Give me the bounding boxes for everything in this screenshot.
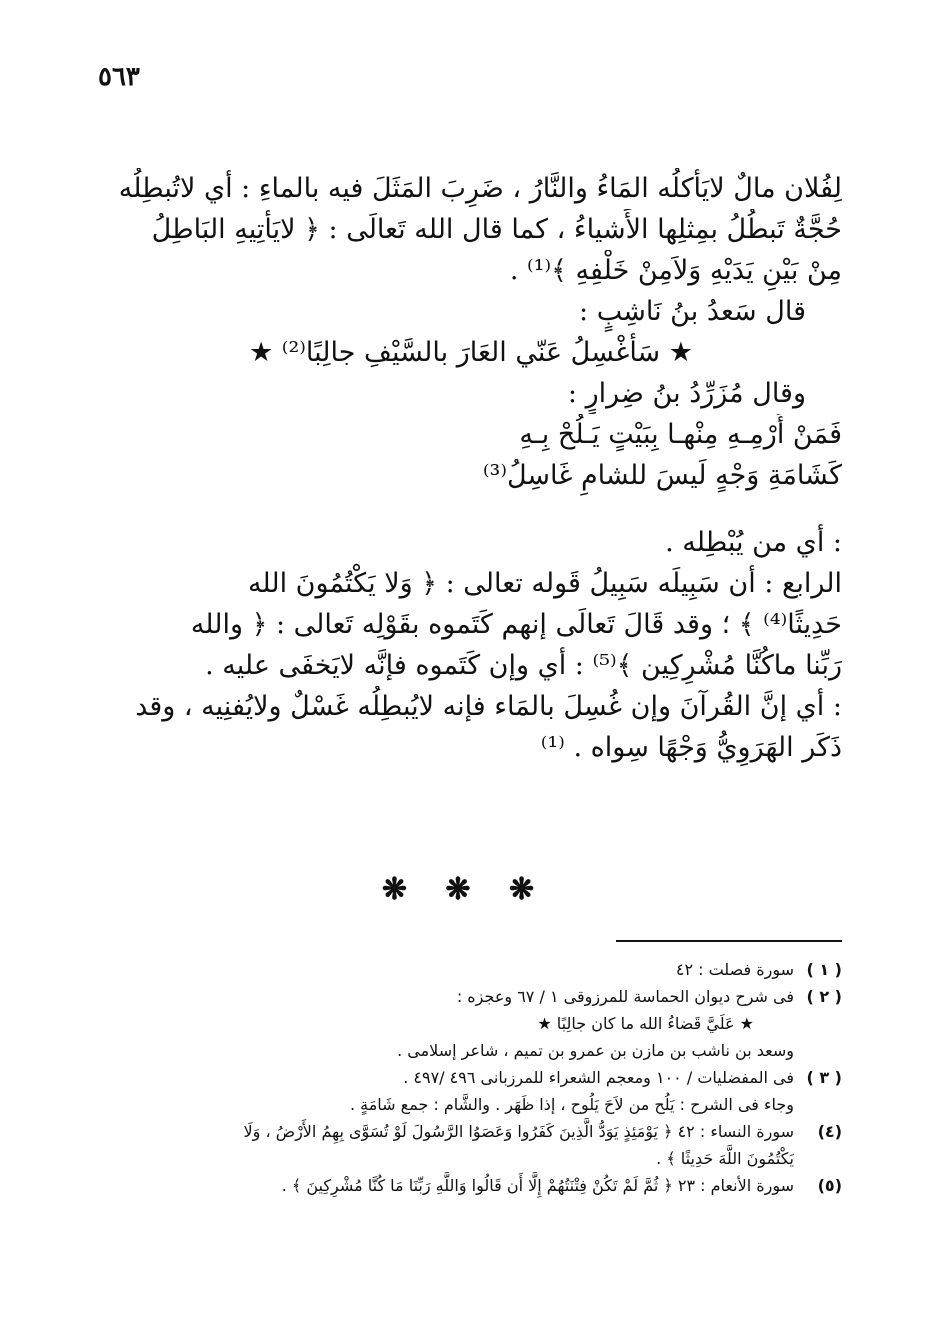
footnote-number: ( ١ ) [806, 960, 842, 979]
page-number: ٥٦٣ [98, 62, 140, 92]
footnote-text: سورة النساء : ٤٢ ﴿ يَوْمَئِذٍ يَوَدُّ الَّذِينَ كَفَرُوا وَعَصَوُا الرَّسُولَ لَوْ تُسَوَّى بِهِمُ الأَرْضُ ، وَلَا [243, 1122, 794, 1141]
footnote-number: (٤) [817, 1122, 842, 1141]
body-line: ذَكَر الهَرَوِيُّ وَجْهًا سِواه . ⁽¹⁾ [540, 732, 842, 763]
footnote-rule [616, 940, 842, 942]
footnote-text: فى المفضليات / ١٠٠ ومعجم الشعراء للمرزبانى ٤٩٦ /٤٩٧ . [403, 1068, 794, 1087]
body-line: : أي من يُبْطِله . [665, 527, 842, 558]
poem-hemistich-second: كَشَامَةِ وَجْهٍ لَيسَ للشامِ غَاسِلُ⁽³⁾ [482, 460, 842, 491]
body-line: الرابع : أن سَبِيلَه سَبِيلُ قَوله تعالى : ﴿ وَلا يَكْتُمُونَ الله [247, 568, 842, 599]
footnote-text: سورة الأنعام : ٢٣ ﴿ ثُمَّ لَمْ تَكُنْ فِتْنَتُهُمْ إِلَّا أَن قَالُوا وَاللَّهِ رَبِّنَا مَا كُنَّا مُشْرِكِينَ ﴾ . [281, 1176, 794, 1195]
footnote-number: ( ٣ ) [806, 1068, 842, 1087]
main-text [100, 168, 842, 768]
body-line: : أي إنَّ القُرآنَ وإن غُسِلَ بالمَاء فإنه لايُبطِلُه غَسْلٌ ولايُفنِيه ، وقد [135, 691, 842, 722]
footnote-number: ( ٢ ) [806, 987, 842, 1006]
poem-hemistich-first: فَمَنْ أَرْمِـهِ مِنْهـا بِبَيْتٍ يَـلُحْ بِـهِ [519, 419, 842, 450]
poet-intro: قال سَعدُ بنُ نَاشِبٍ : [579, 296, 806, 327]
footnote-item [80, 983, 842, 1064]
footnote-text: سورة فصلت : ٤٢ [675, 960, 794, 979]
footnote-item [80, 1118, 842, 1172]
body-line: مِنْ بَيْنِ يَدَيْهِ وَلاَمِنْ خَلْفِهِ ﴾⁽¹⁾ . [509, 255, 842, 286]
body-line: حُجَّةٌ تَبطُلُ بمِثلِها الأَشياءُ ، كما قال الله تَعالَى : ﴿ لايَأْتِيهِ البَاطِلُ [151, 214, 842, 245]
footnote-text: فى شرح ديوان الحماسة للمرزوقى ١ / ٦٧ وعجزه : [456, 987, 794, 1006]
footnote-text: يَكْتُمُونَ اللَّهَ حَدِيثًا ﴾ . [656, 1149, 794, 1168]
body-line: لِفُلان مالٌ لايَأكلُه المَاءُ والنَّارُ ، ضَرِبَ المَثَلَ فيه بالماءِ : أي لاتُبطِلُه [118, 173, 842, 204]
body-line: رَبِّنا ماكُنَّا مُشْرِكِين ﴾⁽⁵⁾ : أي وإن كَتَموه فإنَّه لايَخفَى عليه . [205, 650, 842, 681]
footnote-item [80, 1064, 842, 1118]
body-line: حَدِيثًا⁽⁴⁾ ﴾ ؛ وقد قَالَ تَعالَى إنهم كَتَموه بقَوْلِه تَعالى : ﴿ والله [190, 609, 842, 640]
footnote-number: (٥) [817, 1176, 842, 1195]
footnote-item [80, 1172, 842, 1199]
poet-intro: وقال مُزَرِّدُ بنُ ضِرارٍ : [567, 378, 806, 409]
footnote-item [80, 956, 842, 983]
footnotes [80, 956, 842, 1199]
poem-verse: ★ سَأَغْسِلُ عَنّي العَارَ بالسَّيْفِ جالِبًا⁽²⁾ ★ [249, 337, 693, 368]
section-separator: ❋ ❋ ❋ [381, 872, 549, 907]
footnote-text: وسعد بن ناشب بن مازن بن عمرو بن تميم ، شاعر إسلامى . [397, 1041, 794, 1060]
footnote-verse: ★ عَلَيَّ قَضاءُ الله ما كان جالِبًا ★ [537, 1014, 754, 1033]
footnote-text: وجاء فى الشرح : يَلُح من لاَحَ يَلُوح ، إذا ظَهَر . والشَّام : جمع شَامَةٍ . [349, 1095, 794, 1114]
